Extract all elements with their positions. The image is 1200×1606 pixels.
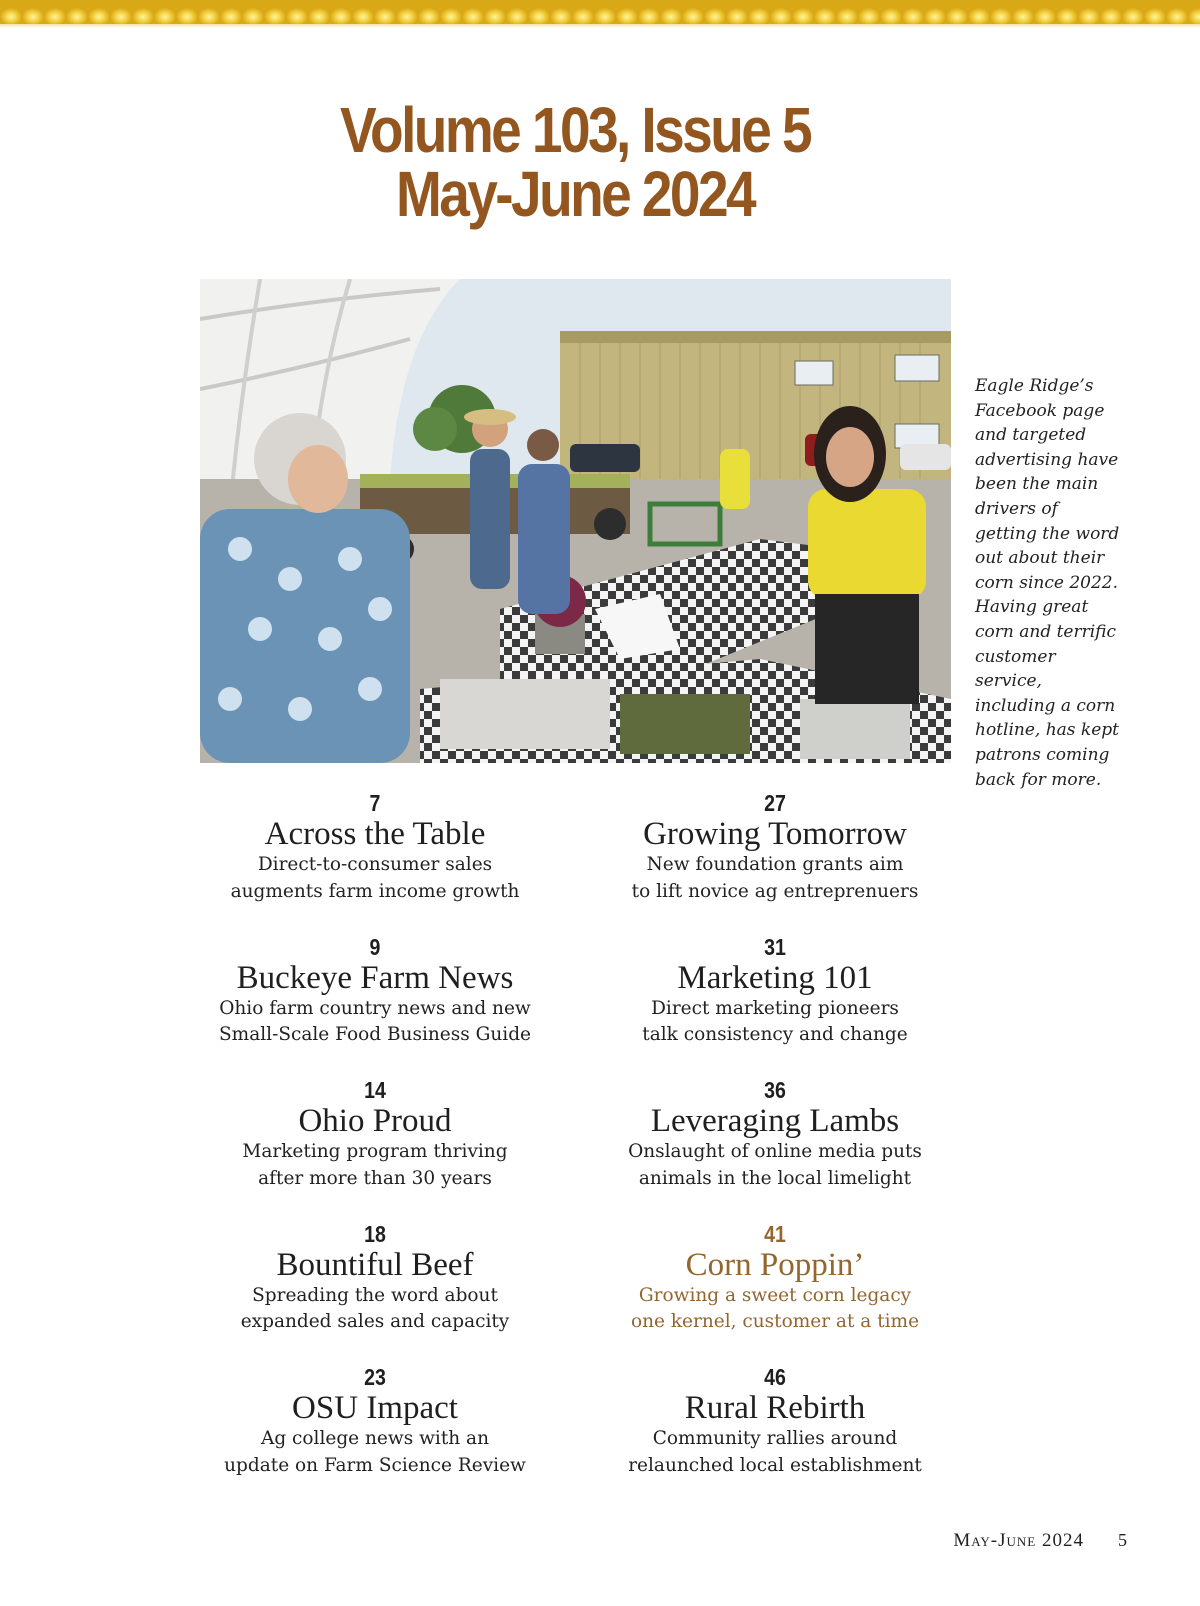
toc-page-number: 27: [764, 790, 786, 816]
corn-banner: [0, 0, 1200, 28]
toc-entry[interactable]: [165, 790, 585, 934]
toc-description-line: Community rallies around: [652, 1428, 898, 1449]
toc-title: Growing Tomorrow: [643, 816, 907, 852]
toc-page-number: 7: [369, 790, 381, 816]
toc-description-line: Onslaught of online media puts: [628, 1141, 922, 1162]
toc-title: Rural Rebirth: [684, 1390, 866, 1426]
toc-page-number: 36: [764, 1077, 786, 1103]
toc-description-line: Direct marketing pioneers: [651, 997, 899, 1019]
date-line: May-June 2024: [395, 158, 755, 230]
toc-entry[interactable]: [165, 1077, 585, 1221]
toc-left-column: [165, 790, 585, 1508]
toc-entry[interactable]: [165, 1364, 585, 1508]
toc-title: Ohio Proud: [298, 1103, 452, 1139]
toc-description-line: New foundation grants aim: [646, 854, 904, 875]
toc-title: Leveraging Lambs: [650, 1103, 900, 1139]
toc-entry[interactable]: [165, 934, 585, 1078]
footer-date: May-June 2024: [953, 1530, 1084, 1551]
toc-entry[interactable]: [565, 1364, 985, 1508]
toc-entry[interactable]: [565, 1077, 985, 1221]
toc-description-line: Small-Scale Food Business Guide: [218, 1024, 532, 1045]
toc-page-number: 18: [364, 1220, 386, 1247]
toc-title: Corn Poppin’: [685, 1246, 865, 1283]
toc-description-line: talk consistency and change: [642, 1024, 908, 1045]
toc-description-line: after more than 30 years: [258, 1167, 492, 1189]
issue-heading: [81, 94, 1070, 230]
toc-entry[interactable]: [565, 790, 985, 934]
farm-market-photo: [200, 279, 951, 763]
toc-page-number: 23: [364, 1364, 386, 1390]
toc-description-line: one kernel, customer at a time: [630, 1311, 920, 1332]
toc-description-line: Direct-to-consumer sales: [257, 854, 493, 875]
toc-description-line: relaunched local establishment: [628, 1454, 922, 1476]
toc-description-line: Ag college news with an: [260, 1428, 490, 1449]
toc-description-line: expanded sales and capacity: [240, 1311, 510, 1332]
toc-description-line: update on Farm Science Review: [224, 1454, 526, 1476]
toc-page-number: 46: [764, 1364, 786, 1390]
toc-description-line: augments farm income growth: [230, 880, 520, 902]
toc-entry[interactable]: [165, 1221, 585, 1365]
toc-title: Across the Table: [264, 816, 486, 852]
page-footer: [953, 1530, 1128, 1552]
page-number: 5: [1118, 1530, 1128, 1550]
toc-title: Buckeye Farm News: [236, 959, 514, 996]
toc-description-line: Ohio farm country news and new: [219, 997, 531, 1019]
toc-description-line: animals in the local limelight: [638, 1167, 912, 1189]
toc-page-number: 31: [764, 933, 786, 960]
toc-title: Bountiful Beef: [276, 1246, 474, 1283]
toc-title: Marketing 101: [677, 959, 873, 996]
toc-right-column: [565, 790, 985, 1508]
farm-market-illustration: [200, 279, 951, 763]
volume-line: Volume 103, Issue 5: [339, 94, 811, 166]
toc-description-line: Spreading the word about: [252, 1284, 498, 1306]
toc-page-number: 14: [364, 1077, 386, 1103]
toc-entry-featured[interactable]: [565, 1221, 985, 1365]
toc-description-line: to lift novice ag entreprenuers: [631, 880, 919, 902]
toc-page-number: 41: [764, 1220, 786, 1247]
toc-title: OSU Impact: [292, 1390, 458, 1426]
photo-caption: Eagle Ridge’s Facebook page and targeted advertising have been the main drivers of getting the word out about their corn since 2022. Having great corn and terrific customer service, including a corn hotline, has kept patrons coming back for more.: [975, 376, 1120, 790]
toc-page-number: 9: [369, 933, 381, 960]
toc-description-line: Growing a sweet corn legacy: [638, 1284, 912, 1306]
toc-description-line: Marketing program thriving: [242, 1141, 508, 1162]
toc-entry[interactable]: [565, 934, 985, 1078]
